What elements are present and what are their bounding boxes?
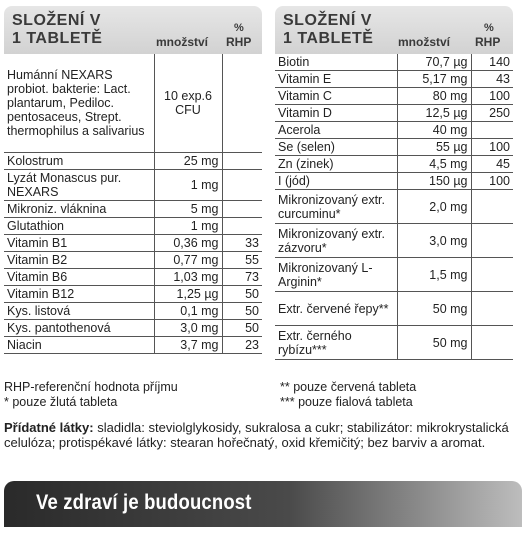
nutrient-amount: 5,17 mg [397,71,471,88]
table-row [4,234,262,251]
nutrient-name: Niacin [4,336,154,353]
table-row [275,139,513,156]
nutrient-name: Extr. černého rybízu*** [275,326,397,360]
left-nutrition-table [4,54,262,354]
nutrient-amount: 70,7 µg [397,54,471,71]
nutrient-name: Vitamin B1 [4,234,154,251]
footnote-yellow: * pouze žlutá tableta [4,395,118,409]
footnote-red: ** pouze červená tableta [280,380,417,394]
nutrient-name: Mikronizovaný L-Arginin* [275,258,397,292]
nutrient-name: Humánní NEXARS probiot. bakterie: Lact. plantarum, Pediloc. pentosaceus, Strept. thermophilus a salivarius [4,54,154,152]
right-table-header [275,6,513,54]
nutrient-name: Mikronizovaný extr. curcuminu* [275,190,397,224]
table-row [275,105,513,122]
nutrient-rhp: 73 [222,268,262,285]
additives-label: Přídatné látky: [4,420,94,435]
nutrient-rhp: 250 [471,105,513,122]
nutrient-amount: 55 µg [397,139,471,156]
left-col-pct: % [234,22,244,34]
table-row [4,268,262,285]
nutrient-amount: 3,0 mg [397,224,471,258]
nutrient-amount: 1,5 mg [397,258,471,292]
left-footnotes [4,380,178,410]
table-row [4,302,262,319]
nutrient-rhp: 55 [222,251,262,268]
table-row [275,156,513,173]
table-row [275,326,513,360]
nutrient-name: Mikroniz. vláknina [4,200,154,217]
nutrient-rhp: 50 [222,285,262,302]
nutrient-amount: 10 exp.6 CFU [154,54,222,152]
nutrient-rhp: 100 [471,173,513,190]
table-row [4,217,262,234]
nutrient-amount: 4,5 mg [397,156,471,173]
nutrient-amount: 80 mg [397,88,471,105]
nutrient-rhp [222,152,262,169]
table-row [275,292,513,326]
nutrient-amount: 150 µg [397,173,471,190]
nutrient-amount: 3,0 mg [154,319,222,336]
nutrient-name: Acerola [275,122,397,139]
nutrient-rhp: 23 [222,336,262,353]
footnote-purple: *** pouze fialová tableta [280,395,413,409]
nutrient-amount: 3,7 mg [154,336,222,353]
table-row [275,122,513,139]
nutrient-amount: 12,5 µg [397,105,471,122]
nutrient-rhp: 45 [471,156,513,173]
nutrient-name: Vitamin D [275,105,397,122]
additives-text: sladidla: steviolglykosidy, sukralosa a cukr; stabilizátor: mikrokrystalická celulóza; protispékavé látky: stearan hořečnatý, oxid křemičitý; bez barviv a aromat. [4,420,509,450]
right-title-line1: SLOŽENÍ V [283,12,372,29]
nutrient-amount: 40 mg [397,122,471,139]
nutrient-name: Vitamin B12 [4,285,154,302]
nutrient-amount: 50 mg [397,326,471,360]
nutrient-rhp: 43 [471,71,513,88]
nutrient-name: Mikronizovaný extr. zázvoru* [275,224,397,258]
nutrient-amount: 0,1 mg [154,302,222,319]
left-col-amount: množství [156,35,209,49]
nutrient-rhp [471,292,513,326]
right-footnotes [280,380,416,410]
left-composition-panel [4,6,262,354]
table-row [4,336,262,353]
nutrient-name: Biotin [275,54,397,71]
table-row [275,71,513,88]
table-row [4,152,262,169]
table-row [275,173,513,190]
nutrient-name: I (jód) [275,173,397,190]
nutrient-rhp: 50 [222,302,262,319]
nutrient-amount: 1,03 mg [154,268,222,285]
table-row [275,258,513,292]
nutrient-rhp [471,326,513,360]
nutrient-rhp [471,224,513,258]
left-col-rhp: RHP [226,35,252,49]
table-row [4,200,262,217]
nutrient-amount: 2,0 mg [397,190,471,224]
left-title-line1: SLOŽENÍ V [12,12,101,29]
nutrient-rhp: 140 [471,54,513,71]
nutrient-name: Kys. listová [4,302,154,319]
nutrient-rhp: 33 [222,234,262,251]
nutrient-rhp [222,54,262,152]
slogan-text: Ve zdraví je budoucnost [36,491,252,514]
left-table-header [4,6,262,54]
nutrient-name: Vitamin B2 [4,251,154,268]
nutrient-amount: 5 mg [154,200,222,217]
nutrient-rhp [222,169,262,200]
nutrient-name: Glutathion [4,217,154,234]
nutrient-rhp [471,122,513,139]
nutrient-name: Vitamin B6 [4,268,154,285]
table-row [4,285,262,302]
nutrient-rhp [222,200,262,217]
nutrient-rhp: 50 [222,319,262,336]
table-row [275,54,513,71]
nutrient-name: Extr. červené řepy** [275,292,397,326]
right-col-amount: množství [398,35,451,49]
right-composition-panel [275,6,513,360]
nutrient-name: Zn (zinek) [275,156,397,173]
nutrient-amount: 1 mg [154,169,222,200]
nutrient-rhp: 100 [471,139,513,156]
nutrient-amount: 1 mg [154,217,222,234]
nutrient-rhp [471,190,513,224]
nutrient-amount: 1,25 µg [154,285,222,302]
footnote-rhp: RHP-referenční hodnota příjmu [4,380,178,394]
nutrient-rhp: 100 [471,88,513,105]
nutrient-name: Kolostrum [4,152,154,169]
nutrient-name: Se (selen) [275,139,397,156]
table-row [4,251,262,268]
nutrient-amount: 0,77 mg [154,251,222,268]
nutrient-amount: 0,36 mg [154,234,222,251]
right-col-pct: % [484,22,494,34]
nutrient-rhp [471,258,513,292]
table-row [275,190,513,224]
nutrient-amount: 50 mg [397,292,471,326]
nutrient-amount: 25 mg [154,152,222,169]
table-row [275,224,513,258]
table-row [275,88,513,105]
nutrient-name: Vitamin E [275,71,397,88]
right-title-line2: 1 TABLETĚ [283,30,374,47]
table-row [4,54,262,152]
slogan-banner [4,481,522,527]
right-col-rhp: RHP [475,35,501,49]
additives-paragraph [4,420,519,450]
left-title-line2: 1 TABLETĚ [12,30,103,47]
table-row [4,319,262,336]
nutrient-name: Vitamin C [275,88,397,105]
right-nutrition-table [275,54,513,360]
table-row [4,169,262,200]
nutrient-rhp [222,217,262,234]
nutrient-name: Kys. pantothenová [4,319,154,336]
nutrient-name: Lyzát Monascus pur. NEXARS [4,169,154,200]
